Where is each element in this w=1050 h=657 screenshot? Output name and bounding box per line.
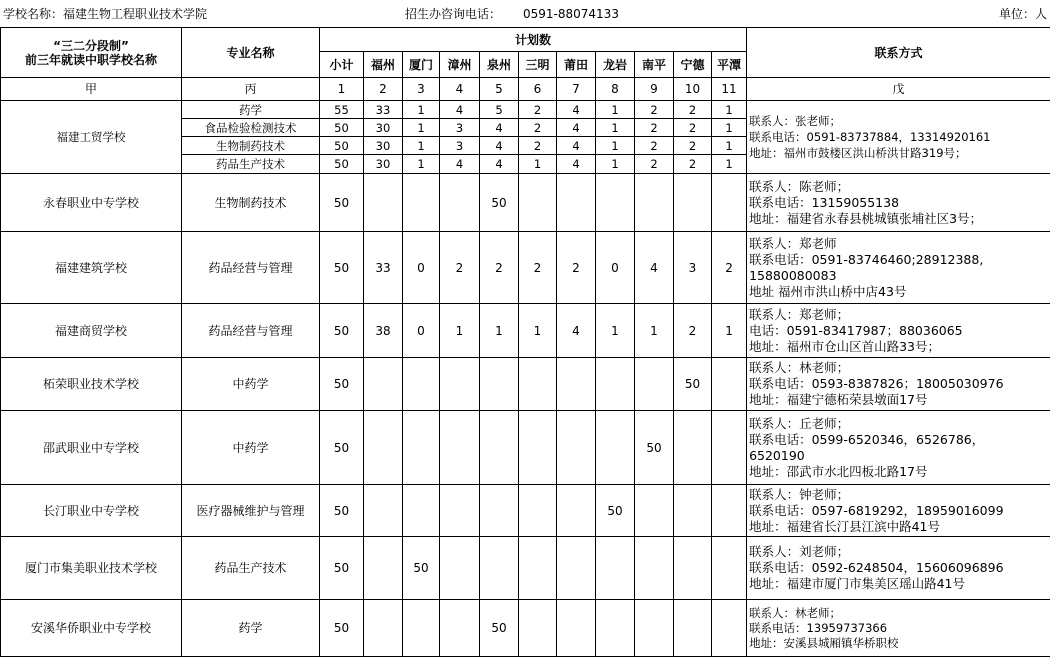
table-row	[1, 304, 1050, 358]
plan-count-cell: 50	[320, 411, 364, 485]
plan-count-cell: 4	[557, 101, 596, 119]
column-code: 11	[712, 78, 747, 101]
plan-count-cell: 1	[712, 137, 747, 155]
column-code: 1	[320, 78, 364, 101]
contact-line: 联系电话：0591-83737884，13314920161	[749, 130, 991, 144]
contact-line: 联系电话：0593-8387826；18005030976	[749, 376, 1004, 391]
plan-count-cell: 1	[519, 304, 557, 358]
plan-count-cell: 3	[440, 119, 480, 137]
plan-count-cell: 1	[596, 304, 635, 358]
table-row	[1, 232, 1050, 304]
plan-count-cell: 3	[674, 232, 712, 304]
contact-line: 联系人：丘老师；	[749, 415, 850, 431]
plan-count-cell: 1	[712, 101, 747, 119]
contact-line: 联系电话：0591-83746460;28912388,	[749, 251, 984, 267]
contact-line: 联系人：刘老师；	[749, 544, 850, 559]
plan-count-cell: 2	[635, 119, 674, 137]
major-name-cell: 中药学	[182, 411, 320, 485]
contact-line: 联系人：郑老师	[749, 235, 837, 251]
plan-column-header: 计划数	[320, 28, 747, 52]
plan-count-cell	[364, 485, 403, 537]
plan-count-cell: 2	[519, 101, 557, 119]
plan-count-cell: 0	[403, 304, 440, 358]
plan-count-cell	[635, 537, 674, 600]
plan-count-cell	[596, 174, 635, 232]
city-header: 三明	[519, 52, 557, 78]
contact-info-cell	[747, 358, 1050, 411]
city-header: 平潭	[712, 52, 747, 78]
unit-label: 单位：人	[998, 7, 1047, 21]
plan-count-cell: 1	[596, 155, 635, 174]
plan-count-cell	[674, 174, 712, 232]
school-name-cell: 柘荣职业技术学校	[1, 358, 182, 411]
plan-count-cell: 1	[635, 304, 674, 358]
contact-line: 地址：邵武市水北四板北路17号	[749, 463, 928, 479]
phone-label: 招生办咨询电话：	[405, 7, 502, 21]
plan-count-cell: 4	[440, 155, 480, 174]
contact-line: 联系电话：0592-6248504，15606096896	[749, 560, 1004, 575]
plan-count-cell: 50	[635, 411, 674, 485]
plan-count-cell: 2	[674, 101, 712, 119]
major-name-cell: 药品经营与管理	[182, 304, 320, 358]
plan-count-cell: 4	[480, 119, 519, 137]
column-code: 2	[364, 78, 403, 101]
plan-count-cell	[364, 174, 403, 232]
contact-line: 联系人：陈老师；	[749, 178, 850, 194]
contact-line: 6520190	[749, 447, 805, 463]
major-name-cell: 药学	[182, 101, 320, 119]
plan-count-cell: 2	[674, 304, 712, 358]
city-header: 厦门	[403, 52, 440, 78]
plan-count-cell: 2	[674, 137, 712, 155]
contact-line: 地址：福州市鼓楼区洪山桥洪甘路319号；	[749, 146, 967, 160]
plan-count-cell: 1	[403, 101, 440, 119]
plan-count-cell: 50	[674, 358, 712, 411]
plan-count-cell: 4	[635, 232, 674, 304]
contact-info-cell	[747, 174, 1050, 232]
city-header: 福州	[364, 52, 403, 78]
plan-count-cell	[712, 174, 747, 232]
plan-count-cell: 50	[320, 600, 364, 657]
plan-count-cell: 0	[403, 232, 440, 304]
plan-count-cell: 2	[519, 137, 557, 155]
plan-count-cell	[519, 411, 557, 485]
plan-count-cell: 3	[440, 137, 480, 155]
plan-count-cell: 50	[320, 155, 364, 174]
contact-line: 地址：安溪县城厢镇华桥职校	[749, 635, 899, 650]
city-header: 莆田	[557, 52, 596, 78]
column-code: 9	[635, 78, 674, 101]
column-code: 甲	[1, 78, 182, 101]
plan-count-cell: 2	[635, 101, 674, 119]
plan-count-cell: 5	[480, 101, 519, 119]
plan-count-cell: 30	[364, 155, 403, 174]
plan-count-cell: 2	[674, 119, 712, 137]
plan-count-cell: 50	[320, 137, 364, 155]
plan-count-cell: 50	[596, 485, 635, 537]
plan-count-cell: 2	[674, 155, 712, 174]
plan-count-cell	[635, 358, 674, 411]
plan-count-cell: 30	[364, 137, 403, 155]
contact-line: 地址 福州市洪山桥中店43号	[749, 283, 907, 299]
plan-count-cell: 38	[364, 304, 403, 358]
city-header: 龙岩	[596, 52, 635, 78]
school-name-cell: 长汀职业中专学校	[1, 485, 182, 537]
plan-count-cell: 2	[635, 137, 674, 155]
table-row	[1, 485, 1050, 537]
plan-count-cell: 50	[480, 600, 519, 657]
plan-count-cell: 33	[364, 101, 403, 119]
school-name-cell: 厦门市集美职业技术学校	[1, 537, 182, 600]
column-code: 7	[557, 78, 596, 101]
plan-count-cell: 50	[320, 304, 364, 358]
major-name-cell: 生物制药技术	[182, 174, 320, 232]
plan-count-cell: 4	[480, 155, 519, 174]
plan-count-cell	[674, 485, 712, 537]
plan-count-cell	[440, 411, 480, 485]
school-name-cell: 安溪华侨职业中专学校	[1, 600, 182, 657]
table-row	[1, 174, 1050, 232]
table-row	[1, 537, 1050, 600]
city-header: 南平	[635, 52, 674, 78]
plan-count-cell: 1	[440, 304, 480, 358]
title-row	[0, 0, 1049, 27]
plan-count-cell: 4	[440, 101, 480, 119]
contact-info-cell	[747, 101, 1050, 174]
plan-count-cell	[519, 174, 557, 232]
plan-count-cell: 50	[320, 119, 364, 137]
plan-count-cell	[480, 411, 519, 485]
plan-count-cell	[557, 485, 596, 537]
plan-count-cell	[440, 600, 480, 657]
major-name-cell: 药学	[182, 600, 320, 657]
contact-line: 地址：福建省长汀县江滨中路41号	[749, 518, 940, 534]
plan-count-cell: 2	[440, 232, 480, 304]
school-name-cell: 邵武职业中专学校	[1, 411, 182, 485]
contact-line: 联系人：林老师；	[749, 360, 850, 375]
plan-count-cell	[519, 485, 557, 537]
major-name-cell: 生物制药技术	[182, 137, 320, 155]
plan-count-cell: 1	[712, 155, 747, 174]
contact-line: 联系电话：13159055138	[749, 194, 900, 210]
column-code: 丙	[182, 78, 320, 101]
plan-count-cell: 33	[364, 232, 403, 304]
plan-count-cell	[440, 358, 480, 411]
plan-count-cell: 55	[320, 101, 364, 119]
contact-info-cell	[747, 537, 1050, 600]
school-column-header: “三二分段制” 前三年就读中职学校名称	[1, 28, 182, 78]
enrollment-plan-table	[0, 27, 1050, 657]
plan-count-cell	[557, 174, 596, 232]
code-row	[1, 78, 1050, 101]
contact-line: 15880080083	[749, 267, 837, 283]
major-name-cell: 医疗器械维护与管理	[182, 485, 320, 537]
contact-line: 地址：福建市厦门市集美区瑶山路41号	[749, 576, 965, 591]
school-name-cell: 永春职业中专学校	[1, 174, 182, 232]
plan-count-cell: 4	[480, 137, 519, 155]
plan-count-cell: 1	[403, 137, 440, 155]
contact-line: 联系人：郑老师；	[749, 306, 850, 322]
plan-count-cell: 50	[320, 485, 364, 537]
plan-count-cell	[557, 600, 596, 657]
plan-count-cell: 4	[557, 155, 596, 174]
plan-count-cell: 1	[480, 304, 519, 358]
city-header: 小计	[320, 52, 364, 78]
plan-count-cell	[519, 600, 557, 657]
plan-count-cell	[440, 537, 480, 600]
plan-count-cell: 1	[403, 119, 440, 137]
plan-count-cell: 50	[480, 174, 519, 232]
plan-count-cell	[712, 358, 747, 411]
plan-count-cell	[364, 411, 403, 485]
plan-count-cell: 2	[635, 155, 674, 174]
plan-count-cell	[635, 485, 674, 537]
plan-count-cell	[440, 485, 480, 537]
contact-line: 联系人：林老师；	[749, 605, 842, 620]
contact-line: 联系电话：0597-6819292，18959016099	[749, 502, 1004, 518]
plan-count-cell: 1	[596, 101, 635, 119]
column-code: 6	[519, 78, 557, 101]
plan-count-cell	[596, 358, 635, 411]
major-name-cell: 食品检验检测技术	[182, 119, 320, 137]
column-code: 5	[480, 78, 519, 101]
table-row	[1, 411, 1050, 485]
contact-line: 联系人：张老师；	[749, 114, 842, 128]
plan-count-cell: 50	[320, 174, 364, 232]
major-name-cell: 药品生产技术	[182, 537, 320, 600]
plan-count-cell: 50	[403, 537, 440, 600]
plan-count-cell: 2	[519, 119, 557, 137]
contact-column-header: 联系方式	[747, 28, 1050, 78]
contact-line: 地址：福建省永春县桃城镇张埔社区3号；	[749, 210, 983, 226]
school-name-label: 学校名称：福建生物工程职业技术学院	[3, 7, 208, 21]
plan-count-cell: 1	[712, 119, 747, 137]
plan-count-cell	[635, 600, 674, 657]
plan-count-cell	[403, 411, 440, 485]
column-code: 3	[403, 78, 440, 101]
contact-line: 地址：福建宁德柘荣县墩面17号	[749, 392, 928, 407]
phone-number: 0591-88074133	[523, 6, 619, 21]
table-row	[1, 358, 1050, 411]
plan-count-cell	[519, 358, 557, 411]
plan-count-cell	[674, 411, 712, 485]
contact-info-cell	[747, 411, 1050, 485]
school-name-cell: 福建建筑学校	[1, 232, 182, 304]
plan-count-cell: 30	[364, 119, 403, 137]
contact-line: 联系电话：0599-6520346，6526786，	[749, 431, 985, 447]
plan-count-cell	[403, 485, 440, 537]
city-header: 漳州	[440, 52, 480, 78]
contact-info-cell	[747, 232, 1050, 304]
plan-count-cell	[403, 174, 440, 232]
plan-count-cell	[403, 358, 440, 411]
major-column-header: 专业名称	[182, 28, 320, 78]
contact-line: 联系人：钟老师；	[749, 486, 850, 502]
contact-info-cell	[747, 600, 1050, 657]
school-name-cell: 福建工贸学校	[1, 101, 182, 174]
plan-count-cell: 2	[557, 232, 596, 304]
plan-count-cell: 50	[320, 232, 364, 304]
contact-line: 联系电话：13959737366	[749, 620, 888, 635]
plan-count-cell	[596, 537, 635, 600]
school-name-cell: 福建商贸学校	[1, 304, 182, 358]
plan-count-cell: 50	[320, 537, 364, 600]
plan-count-cell	[364, 537, 403, 600]
plan-count-cell	[557, 358, 596, 411]
plan-count-cell	[364, 600, 403, 657]
column-code: 戊	[747, 78, 1050, 101]
city-header: 宁德	[674, 52, 712, 78]
plan-count-cell	[712, 600, 747, 657]
column-code: 10	[674, 78, 712, 101]
plan-count-cell: 0	[596, 232, 635, 304]
table-row	[1, 600, 1050, 657]
plan-count-cell	[480, 537, 519, 600]
plan-count-cell: 4	[557, 119, 596, 137]
plan-count-cell	[635, 174, 674, 232]
contact-line: 地址：福州市仓山区首山路33号；	[749, 338, 940, 354]
plan-count-cell	[596, 600, 635, 657]
plan-count-cell	[674, 600, 712, 657]
plan-count-cell: 2	[712, 232, 747, 304]
plan-count-cell	[480, 358, 519, 411]
plan-count-cell	[440, 174, 480, 232]
plan-count-cell	[519, 537, 557, 600]
plan-count-cell	[557, 537, 596, 600]
contact-line: 电话：0591-83417987；88036065	[749, 322, 963, 338]
plan-count-cell	[364, 358, 403, 411]
plan-count-cell	[480, 485, 519, 537]
plan-count-cell	[557, 411, 596, 485]
plan-count-cell	[596, 411, 635, 485]
plan-count-cell: 1	[712, 304, 747, 358]
plan-count-cell: 4	[557, 304, 596, 358]
plan-count-cell	[712, 411, 747, 485]
column-code: 8	[596, 78, 635, 101]
contact-info-cell	[747, 304, 1050, 358]
plan-count-cell: 1	[596, 119, 635, 137]
major-name-cell: 药品经营与管理	[182, 232, 320, 304]
plan-count-cell	[712, 537, 747, 600]
plan-count-cell	[403, 600, 440, 657]
plan-count-cell: 50	[320, 358, 364, 411]
plan-count-cell: 1	[403, 155, 440, 174]
column-code: 4	[440, 78, 480, 101]
plan-count-cell	[674, 537, 712, 600]
city-header: 泉州	[480, 52, 519, 78]
table-row	[1, 101, 1050, 119]
plan-count-cell	[712, 485, 747, 537]
major-name-cell: 中药学	[182, 358, 320, 411]
plan-count-cell: 4	[557, 137, 596, 155]
contact-info-cell	[747, 485, 1050, 537]
plan-count-cell: 1	[596, 137, 635, 155]
major-name-cell: 药品生产技术	[182, 155, 320, 174]
plan-count-cell: 2	[480, 232, 519, 304]
plan-count-cell: 1	[519, 155, 557, 174]
plan-count-cell: 2	[519, 232, 557, 304]
